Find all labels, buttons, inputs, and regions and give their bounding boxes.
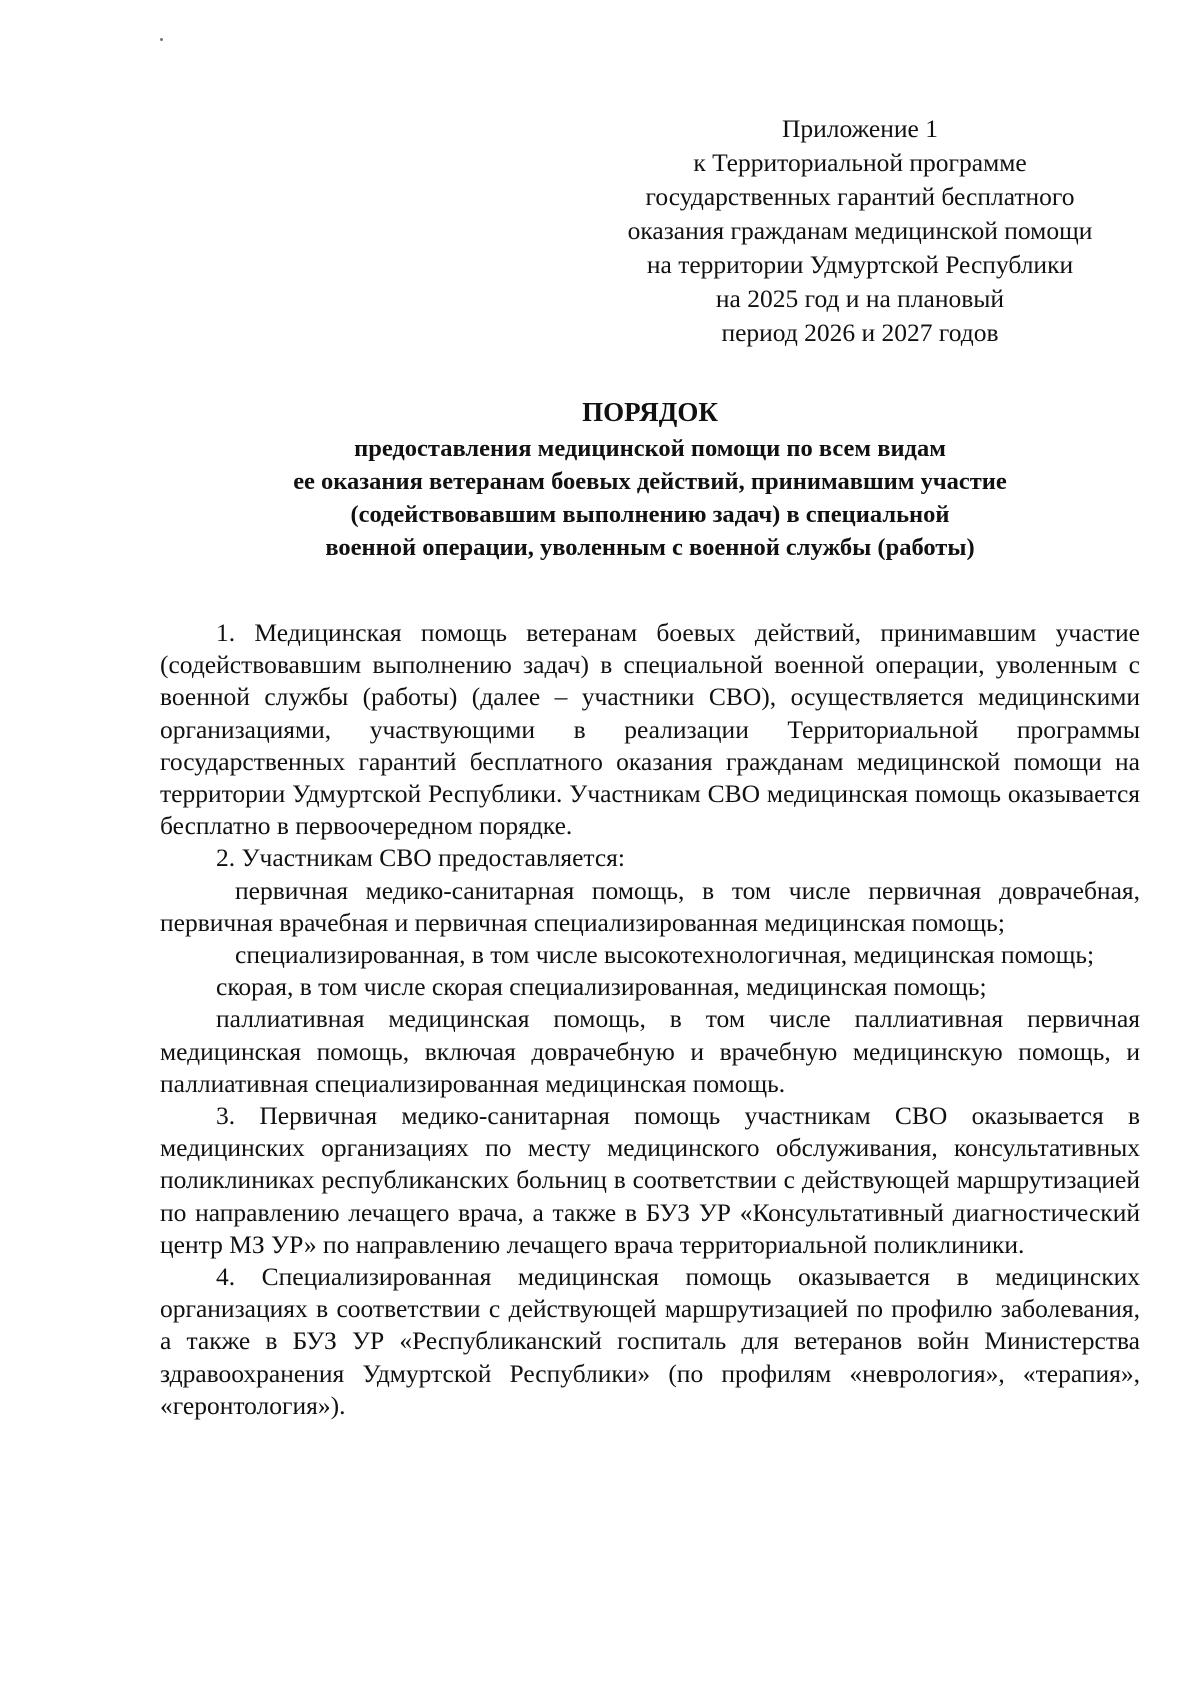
paragraph-3: 3. Первичная медико-санитарная помощь участникам СВО оказывается в медицинских организациях по месту медицинского обслуживания, консультативных поликлиниках республиканских больниц в соответствии с действующей маршрутизацией по направлению лечащего врача, а также в БУЗ УР «Консультативный диагностический центр МЗ УР» по направлению лечащего врача территориальной поликлиники. <box>160 1101 1140 1259</box>
title-line: ее оказания ветеранам боевых действий, принимавшим участие <box>293 468 1007 495</box>
paragraph-2-item-emergency: скорая, в том числе скорая специализированная, медицинская помощь; <box>216 972 987 1002</box>
appendix-line: на 2025 год и на плановый <box>715 284 1005 313</box>
appendix-line: Приложение 1 <box>782 114 938 143</box>
appendix-line: к Территориальной программе <box>693 148 1027 177</box>
document-body <box>160 617 1140 1422</box>
appendix-line: государственных гарантий бесплатного <box>645 182 1075 211</box>
paragraph-2-item-primary: первичная медико-санитарная помощь, в том числе первичная доврачебная, первичная врачебная и первичная специализированная медицинская помощь; <box>160 875 1140 937</box>
appendix-header <box>600 112 1120 350</box>
title-line: предоставления медицинской помощи по всем видам <box>354 435 946 462</box>
appendix-line: период 2026 и 2027 годов <box>721 318 999 347</box>
title-line: (содействовавшим выполнению задач) в специальной <box>350 501 950 528</box>
paragraph-1: 1. Медицинская помощь ветеранам боевых действий, принимавшим участие (содействовавшим выполнению задач) в специальной военной операции, уволенным с военной службы (работы) (далее – участники СВО), осуществляется медицинскими организациями, участвующими в реализации Территориальной программы государственных гарантий бесплатного оказания гражданам медицинской помощи на территории Удмуртской Республики. Участникам СВО медицинская помощь оказывается бесплатно в первоочередном порядке. <box>160 618 1140 841</box>
appendix-line: на территории Удмуртской Республики <box>646 250 1074 279</box>
document-title <box>160 392 1140 564</box>
paragraph-2: 2. Участникам СВО предоставляется: <box>216 843 625 873</box>
title-line: военной операции, уволенным с военной службы (работы) <box>325 534 975 561</box>
paragraph-4: 4. Специализированная медицинская помощь оказывается в медицинских организациях в соответствии с действующей маршрутизацией по профилю заболевания, а также в БУЗ УР «Республиканский госпиталь для ветеранов войн Министерства здравоохранения Удмуртской Республики» (по профилям «неврология», «терапия», «геронтология»). <box>160 1262 1140 1420</box>
appendix-line: оказания гражданам медицинской помощи <box>627 216 1093 245</box>
paragraph-2-item-specialized: специализированная, в том числе высокотехнологичная, медицинская помощь; <box>235 940 1095 970</box>
scan-speck <box>160 38 163 41</box>
paragraph-2-item-palliative: паллиативная медицинская помощь, в том числе паллиативная первичная медицинская помощь, включая доврачебную и врачебную медицинскую помощь, и паллиативная специализированная медицинская помощь. <box>160 1004 1140 1098</box>
title-heading: ПОРЯДОК <box>582 397 718 427</box>
